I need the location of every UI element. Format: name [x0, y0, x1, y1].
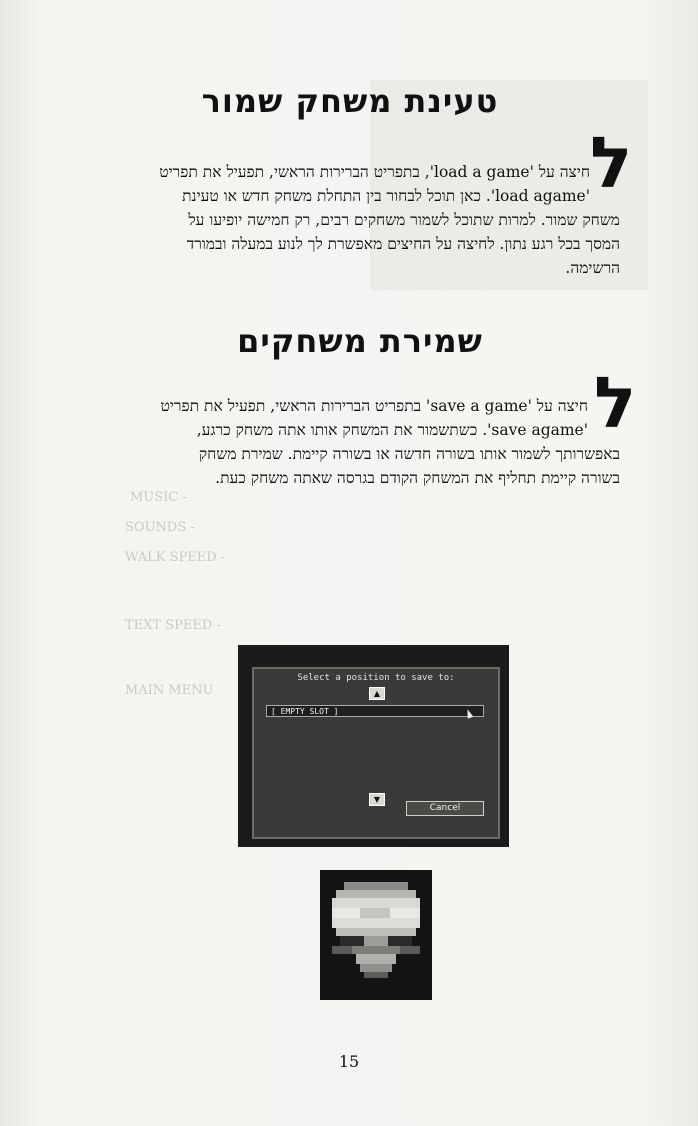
skull-picture [320, 870, 432, 1000]
down-arrow-icon: ▼ [373, 795, 381, 804]
up-arrow-icon: ▲ [373, 689, 381, 698]
section1-line: משחק שמור. למרות שתוכל לשמור משחקים רבים, רק חמישה יופיעו על [188, 211, 620, 229]
section1-paragraph [110, 160, 590, 208]
section1-line: הרשימה. [565, 259, 620, 277]
save-dialog-title: Select a position to save to: [297, 673, 455, 683]
section2-paragraph-cont [120, 442, 620, 490]
section2-line: באפשרותך לשמור אותו בשורה חדשה או בשורה קיימת. שמירת משחק [198, 445, 620, 463]
scroll-up-button[interactable] [369, 687, 385, 700]
section1-line: המסך בכל רגע נתון. לחיצה על החיצים מאפשרת לך לנוע במעלה ובמורד [186, 235, 620, 253]
section2-dropcap: ל [594, 362, 637, 444]
section1-paragraph-cont [110, 208, 620, 280]
scroll-down-button[interactable] [369, 793, 385, 806]
ghost-label-text-speed: TEXT SPEED - [125, 618, 221, 633]
ghost-label-main-menu: MAIN MENU [125, 683, 214, 698]
cancel-button[interactable]: Cancel [406, 801, 484, 816]
save-game-screenshot [238, 645, 509, 847]
ghost-label-sounds: SOUNDS - [125, 520, 195, 535]
save-slot[interactable]: [ EMPTY SLOT ] [266, 705, 484, 717]
section1-line: 'load agame'. כאן תוכל לבחור בין התחלת משחק חדש או טעינת [182, 187, 590, 205]
section-title-save-games: שמירת משחקים [237, 322, 483, 360]
section-title-load-game: טעינת משחק שמור [201, 82, 499, 120]
save-dialog [252, 667, 500, 839]
section1-dropcap: ל [590, 122, 633, 204]
ghost-label-music: MUSIC - [130, 490, 187, 505]
section1-line: חיצה על 'load a game', בתפריט הברירות הראשי, תפעיל את תפריט [159, 163, 590, 181]
page-number: 15 [338, 1052, 360, 1071]
skull-icon [320, 870, 432, 1000]
section2-line: בשורה קיימת תחליף את המשחק הקודם בגרסה שאתה משחק כעת. [215, 469, 620, 487]
section2-line: 'save agame'. כשתשמור את המשחק אותו אתה משחק כרגע, [196, 421, 588, 439]
ghost-label-walk-speed: WALK SPEED - [125, 550, 226, 565]
section2-paragraph [120, 394, 588, 442]
section2-line: חיצה על 'save a game' בתפריט הברירות הראשי, תפעיל את תפריט [160, 397, 588, 415]
